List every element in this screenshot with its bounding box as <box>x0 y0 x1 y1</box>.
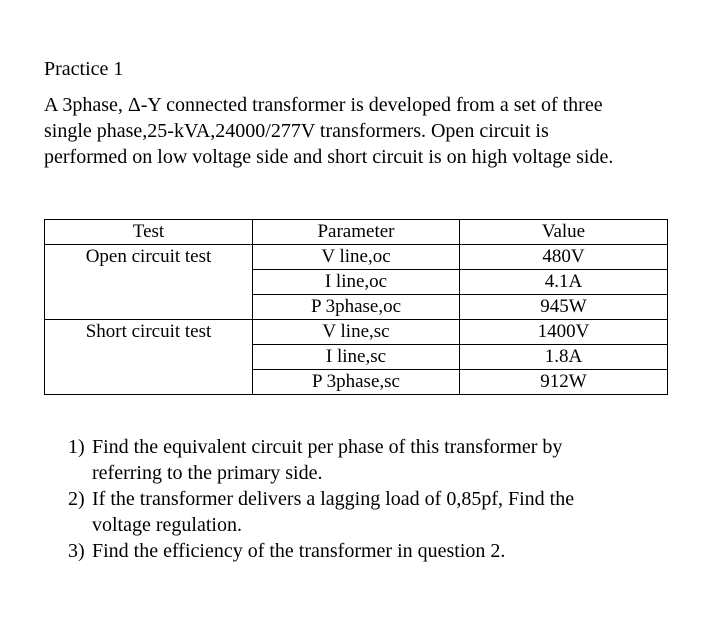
question-text-line: referring to the primary side. <box>92 462 323 484</box>
value-cell: 945W <box>460 295 668 320</box>
question-text-line: Find the efficiency of the transformer in question 2. <box>92 540 506 562</box>
question-number: 1) <box>68 436 85 458</box>
table-row <box>45 245 668 270</box>
question-number: 3) <box>68 540 85 562</box>
question-list <box>68 434 668 564</box>
column-header-parameter: Parameter <box>253 220 460 245</box>
parameter-cell: V line,sc <box>253 320 460 345</box>
question-item <box>68 434 668 486</box>
value-cell: 912W <box>460 370 668 395</box>
table-header-row <box>45 220 668 245</box>
problem-statement-line: single phase,25-kVA,24000/277V transformers. Open circuit is <box>44 120 549 142</box>
problem-statement <box>44 92 684 170</box>
parameter-cell: V line,oc <box>253 245 460 270</box>
question-item <box>68 538 668 564</box>
test-data-table <box>44 219 668 395</box>
value-cell: 480V <box>460 245 668 270</box>
value-cell: 4.1A <box>460 270 668 295</box>
question-text-line: Find the equivalent circuit per phase of this transformer by <box>92 436 563 458</box>
page-title: Practice 1 <box>44 58 124 80</box>
column-header-value: Value <box>460 220 668 245</box>
parameter-cell: I line,sc <box>253 345 460 370</box>
problem-statement-line: performed on low voltage side and short circuit is on high voltage side. <box>44 146 614 168</box>
test-name-open-circuit: Open circuit test <box>45 245 253 320</box>
parameter-cell: I line,oc <box>253 270 460 295</box>
test-name-short-circuit: Short circuit test <box>45 320 253 395</box>
value-cell: 1400V <box>460 320 668 345</box>
question-item <box>68 486 668 538</box>
question-text-line: If the transformer delivers a lagging load of 0,85pf, Find the <box>92 488 575 510</box>
table-row <box>45 320 668 345</box>
parameter-cell: P 3phase,oc <box>253 295 460 320</box>
problem-statement-line: A 3phase, Δ-Y connected transformer is developed from a set of three <box>44 94 603 116</box>
question-number: 2) <box>68 488 85 510</box>
column-header-test: Test <box>45 220 253 245</box>
question-text-line: voltage regulation. <box>92 514 242 536</box>
value-cell: 1.8A <box>460 345 668 370</box>
parameter-cell: P 3phase,sc <box>253 370 460 395</box>
